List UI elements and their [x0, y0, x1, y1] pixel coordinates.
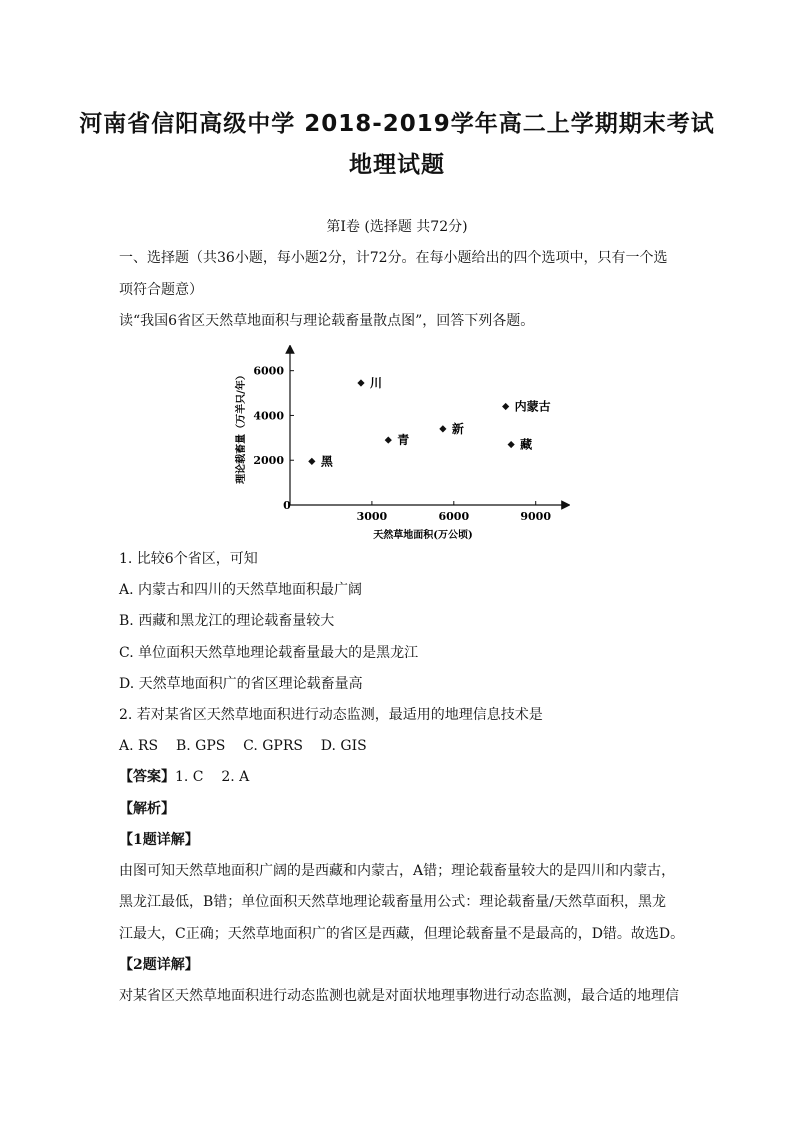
y-tick-label: 6000: [253, 364, 284, 378]
q1-detail-line-1: 由图可知天然草地面积广阔的是西藏和内蒙古，A错；理论载畜量较大的是四川和内蒙古，: [119, 863, 676, 879]
data-point: [508, 441, 515, 448]
y-tick-label: 4000: [253, 409, 284, 423]
data-point: [502, 403, 509, 410]
analysis-label: 【解析】: [119, 801, 175, 817]
q1-detail-label: 【1题详解】: [119, 832, 199, 848]
q2-detail-label: 【2题详解】: [119, 957, 199, 973]
data-point-label: 藏: [520, 437, 533, 452]
y-tick-label: 2000: [253, 454, 284, 468]
x-axis-label: 天然草地面积(万公顷): [373, 530, 473, 541]
data-point-label: 黑: [320, 454, 333, 469]
scatter-chart: [230, 345, 570, 545]
q2-detail-line-1: 对某省区天然草地面积进行动态监测也就是对面状地理事物进行动态监测，最合适的地理信: [119, 988, 679, 1004]
q1-option-b: B. 西藏和黑龙江的理论载畜量较大: [119, 613, 335, 629]
data-point-label: 内蒙古: [514, 399, 551, 414]
data-point: [357, 379, 364, 386]
q1-option-d: D. 天然草地面积广的省区理论载畜量高: [119, 676, 363, 692]
data-point: [385, 436, 392, 443]
q1-detail-line-2: 黑龙江最低，B错；单位面积天然草地理论载畜量用公式：理论载畜量/天然草面积，黑龙: [119, 894, 667, 910]
y-axis-label: 理论载畜量（万羊只/年）: [236, 370, 247, 484]
q2-stem: 2. 若对某省区天然草地面积进行动态监测，最适用的地理信息技术是: [119, 707, 543, 723]
answer-line: [119, 767, 679, 787]
data-point-label: 川: [369, 375, 382, 390]
q1-stem: 1. 比较6个省区，可知: [119, 551, 258, 567]
answer-label: 【答案】: [119, 769, 175, 785]
read-prompt: 读“我国6省区天然草地面积与理论载畜量散点图”，回答下列各题。: [119, 313, 535, 329]
x-tick-label: 3000: [356, 510, 388, 523]
x-tick-label: 9000: [520, 510, 552, 523]
data-point: [439, 425, 446, 432]
data-point: [308, 458, 315, 465]
instruction-line-2: 项符合题意）: [119, 282, 203, 298]
q1-option-a: A. 内蒙古和四川的天然草地面积最广阔: [119, 582, 363, 598]
q1-option-c: C. 单位面积天然草地理论载畜量最大的是黑龙江: [119, 645, 419, 661]
q2-options: A. RS B. GPS C. GPRS D. GIS: [119, 738, 367, 754]
section-heading: 第Ⅰ卷 (选择题 共72分): [326, 219, 468, 235]
answer-value: 1. C 2. A: [175, 769, 250, 785]
data-point-label: 青: [397, 433, 410, 448]
data-point-label: 新: [451, 421, 464, 436]
page-title-line-2: 地理试题: [349, 152, 445, 178]
q1-detail-line-3: 江最大，C正确；天然草地面积广的省区是西藏，但理论载畜量不是最高的，D错。故选D。: [119, 926, 685, 942]
x-tick-label: 6000: [438, 510, 470, 523]
origin-label: 0: [283, 499, 291, 512]
page-title-line-1: 河南省信阳高级中学 2018-2019学年高二上学期期末考试: [79, 111, 715, 137]
instruction-line-1: 一、选择题（共36小题，每小题2分，计72分。在每小题给出的四个选项中，只有一个选: [119, 250, 668, 266]
